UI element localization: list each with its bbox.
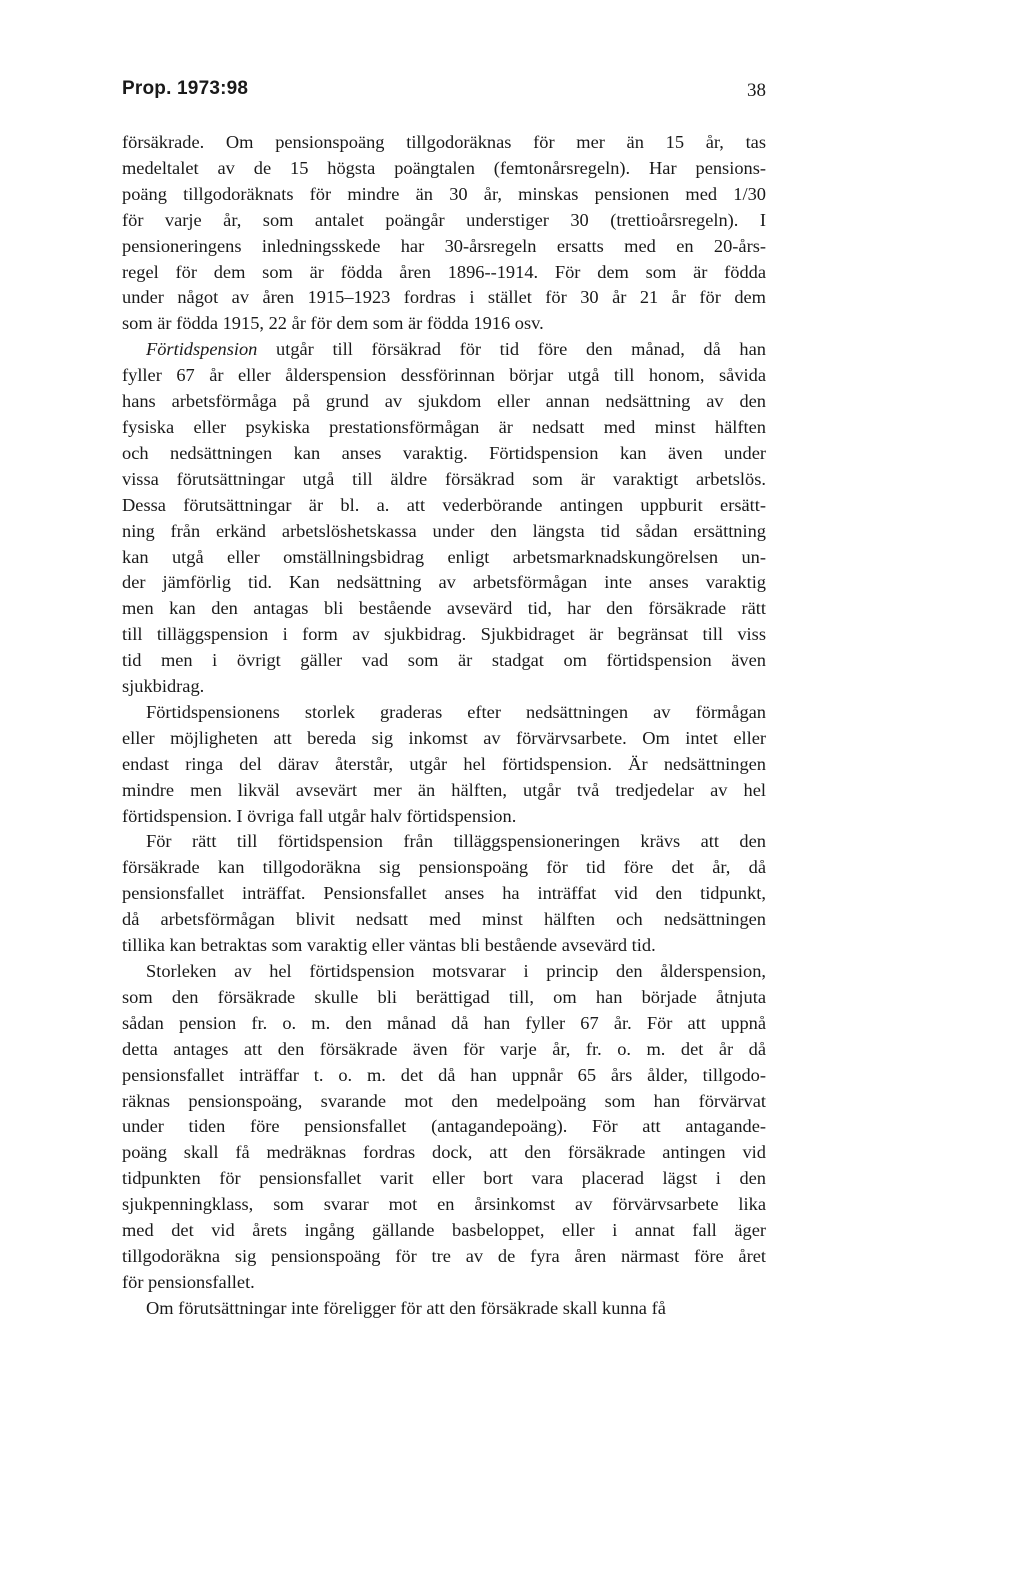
text-line: fysiska eller psykiska prestationsförmågan är nedsatt med minst hälften xyxy=(122,416,766,437)
text-line: försäkrade. Om pensionspoäng tillgodoräknas för mer än 15 år, tas xyxy=(122,132,766,152)
text-line: som den försäkrade skulle bli berättigad till, om han började åtnjuta xyxy=(122,986,766,1007)
text-line: sådan pension fr. o. m. den månad då han fyller 67 år. För att uppnå xyxy=(122,1012,766,1033)
text-line: kan utgå eller omställningsbidrag enligt arbetsmarknadskungörelsen un- xyxy=(122,546,766,567)
text-line: pensionsfallet inträffat. Pensionsfallet anses ha inträffat vid den tidpunkt, xyxy=(122,883,766,904)
text-line: hans arbetsförmåga på grund av sjukdom eller annan nedsättning av den xyxy=(122,391,766,412)
text-line: försäkrade kan tillgodoräkna sig pensionspoäng för tid före det år, då xyxy=(122,857,766,878)
text-line: under tiden före pensionsfallet (antagandepoäng). För att antagande- xyxy=(122,1116,766,1137)
text-line: För rätt till förtidspension från tilläggspensioneringen krävs att den xyxy=(146,831,766,852)
text-line: som är födda 1915, 22 år för dem som är födda 1916 osv. xyxy=(122,313,544,334)
text-line: regel för dem som är födda åren 1896--1914. För dem som är födda xyxy=(122,261,766,282)
text-line: poäng tillgodoräknats för mindre än 30 år, minskas pensionen med 1/30 xyxy=(122,183,766,204)
text-line: tidpunkten för pensionsfallet varit eller bort vara placerad lägst i den xyxy=(122,1168,766,1189)
text-line: Om förutsättningar inte föreligger för att den försäkrade skall kunna få xyxy=(146,1297,666,1318)
text-line: då arbetsförmågan blivit nedsatt med minst hälften och nedsättningen xyxy=(122,909,766,930)
paragraph xyxy=(122,337,766,700)
text-line: sjukbidrag. xyxy=(122,676,205,697)
text-line: mindre men likväl avsevärt mer än hälften, utgår två tredjedelar av hel xyxy=(122,779,766,800)
text-line: detta antages att den försäkrade även för varje år, fr. o. m. det år då xyxy=(122,1038,766,1059)
text-line: men kan den antagas bli bestående avsevärd tid, har den försäkrade rätt xyxy=(122,598,766,619)
italic-term: Förtidspension xyxy=(146,339,258,360)
text-line: för pensionsfallet. xyxy=(122,1271,255,1292)
text-line: Storleken av hel förtidspension motsvarar i princip den ålderspension, xyxy=(146,961,766,981)
text-line: och nedsättningen kan anses varaktig. Förtidspension kan även under xyxy=(122,442,766,463)
text-line: till tilläggspension i form av sjukbidrag. Sjukbidraget är begränsat till viss xyxy=(122,624,766,645)
text-line: pensioneringens inledningsskede har 30-årsregeln ersatts med en 20-års- xyxy=(122,235,766,256)
body-text xyxy=(122,130,766,1322)
page-number: 38 xyxy=(747,80,766,101)
text-line: eller möjligheten att bereda sig inkomst av förvärvsarbete. Om intet eller xyxy=(122,727,766,748)
text-line: förtidspension. I övriga fall utgår halv förtidspension. xyxy=(122,805,517,826)
text-line: sjukpenningklass, som svarar mot en årsinkomst av förvärvsarbete lika xyxy=(122,1194,766,1215)
text-line: tillgodoräkna sig pensionspoäng för tre av de fyra åren närmast före året xyxy=(122,1245,766,1266)
paragraph xyxy=(122,700,766,830)
text-line: under något av åren 1915–1923 fordras i stället för 30 år 21 år för dem xyxy=(122,287,766,308)
text-line: ning från erkänd arbetslöshetskassa under den längsta tid sådan ersättning xyxy=(122,520,766,541)
text-line: tillika kan betraktas som varaktig eller väntas bli bestående avsevärd tid. xyxy=(122,935,656,956)
document-reference: Prop. 1973:98 xyxy=(122,78,249,99)
page-header xyxy=(122,78,766,106)
text-line: fyller 67 år eller ålderspension dessförinnan börjar utgå till honom, såvida xyxy=(122,365,766,386)
paragraph xyxy=(122,829,766,959)
text-line: Förtidspension utgår till försäkrad för tid före den månad, då han xyxy=(146,339,766,360)
text-line: räknas pensionspoäng, svarande mot den medelpoäng som han förvärvat xyxy=(122,1090,766,1111)
paragraph xyxy=(122,130,766,337)
text-line: poäng skall få medräknas fordras dock, att den försäkrade antingen vid xyxy=(122,1142,766,1163)
text-line: endast ringa del därav återstår, utgår hel förtidspension. Är nedsättningen xyxy=(122,753,766,774)
text-line: der jämförlig tid. Kan nedsättning av arbetsförmågan inte anses varaktig xyxy=(122,572,766,593)
text-line: för varje år, som antalet poängår understiger 30 (trettioårsregeln). I xyxy=(122,209,766,230)
paragraph xyxy=(122,1296,766,1322)
text-line: medeltalet av de 15 högsta poängtalen (femtonårsregeln). Har pensions- xyxy=(122,157,766,178)
text-line: med det vid årets ingång gällande basbeloppet, eller i annat fall äger xyxy=(122,1220,766,1241)
text-line: Dessa förutsättningar är bl. a. att vederbörande antingen uppburit ersätt- xyxy=(122,494,766,515)
paragraph xyxy=(122,959,766,1296)
text-line: Förtidspensionens storlek graderas efter nedsättningen av förmågan xyxy=(146,701,766,722)
text-line: vissa förutsättningar utgå till äldre försäkrad som är varaktigt arbetslös. xyxy=(122,468,766,489)
text-line: pensionsfallet inträffar t. o. m. det då han uppnår 65 års ålder, tillgodo- xyxy=(122,1064,766,1085)
text-line: tid men i övrigt gäller vad som är stadgat om förtidspension även xyxy=(122,650,766,671)
